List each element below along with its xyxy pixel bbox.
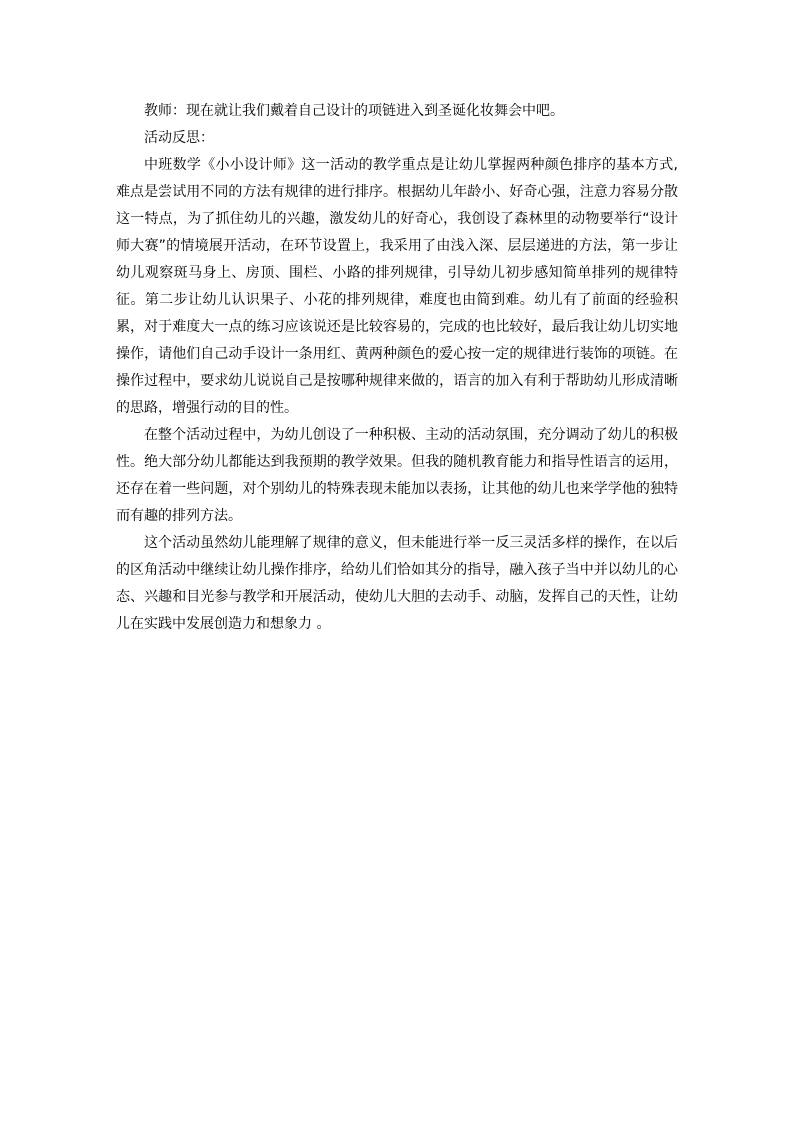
document-body [116,98,678,638]
paragraph-reflection-heading: 活动反思： [144,130,214,146]
paragraph-teacher-line: 教师：现在就让我们戴着自己设计的项链进入到圣诞化妆舞会中吧。 [144,103,564,119]
paragraph-reflection-2: 在整个活动过程中，为幼儿创设了一种积极、主动的活动氛围，充分调动了幼儿的积极性。绝大部分幼儿都能达到我预期的教学效果。但我的随机教育能力和指导性语言的运用，还存在着一些问题，对个别幼儿的特殊表现未能加以表扬，让其他的幼儿也来学学他的独特而有趣的排列方法。 [116,427,678,524]
paragraph-reflection-1: 中班数学《小小设计师》这一活动的教学重点是让幼儿掌握两种颜色排序的基本方式,难点是尝试用不同的方法有规律的进行排序。根据幼儿年龄小、好奇心强，注意力容易分散这一特点，为了抓住幼儿的兴趣，激发幼儿的好奇心，我创设了森林里的动物要举行“设计师大赛”的情境展开活动，在环节设置上，我采用了由浅入深、层层递进的方法，第一步让幼儿观察斑马身上、房顶、围栏、小路的排列规律，引导幼儿初步感知简单排列的规律特征。第二步让幼儿认识果子、小花的排列规律，难度也由简到难。幼儿有了前面的经验积累，对于难度大一点的练习应该说还是比较容易的，完成的也比较好，最后我让幼儿切实地操作，请他们自己动手设计一条用红、黄两种颜色的爱心按一定的规律进行装饰的项链。在操作过程中，要求幼儿说说自己是按哪种规律来做的，语言的加入有利于帮助幼儿形成清晰的思路，增强行动的目的性。 [116,157,678,416]
paragraph-reflection-3: 这个活动虽然幼儿能理解了规律的意义，但未能进行举一反三灵活多样的操作，在以后的区角活动中继续让幼儿操作排序，给幼儿们恰如其分的指导，融入孩子当中并以幼儿的心态、兴趣和目光参与教学和开展活动，使幼儿大胆的去动手、动脑，发挥自己的天性，让幼儿在实践中发展创造力和想象力 。 [116,535,678,632]
